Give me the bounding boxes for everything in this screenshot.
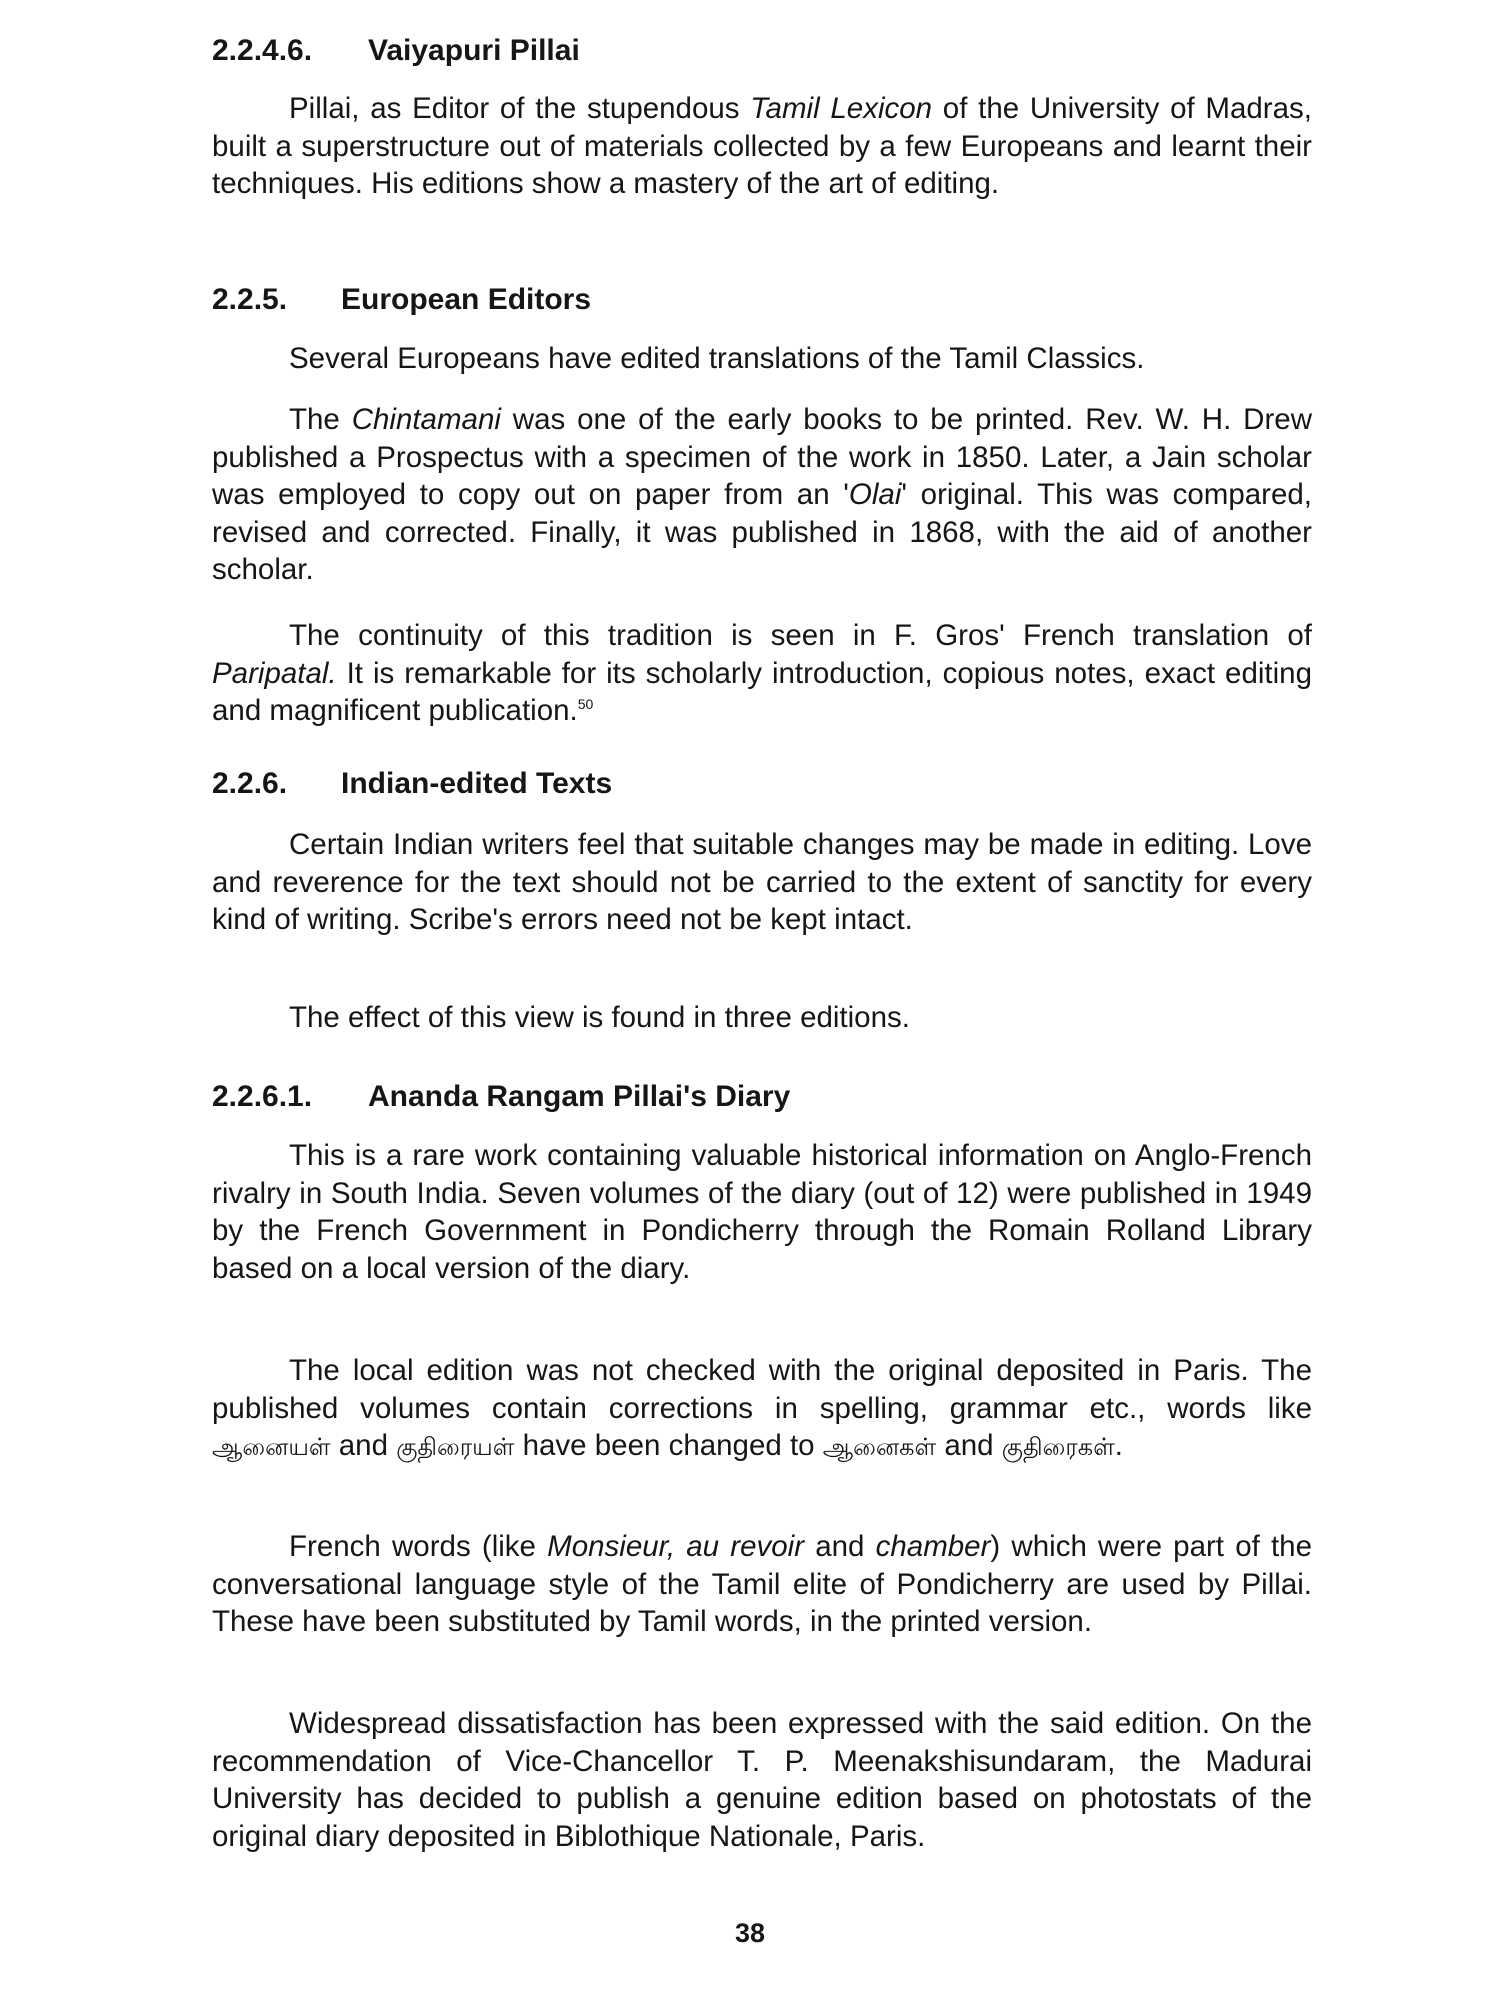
- paragraph: French words (like Monsieur, au revoir and chamber) which were part of the conversational language style of the Tamil elite of Pondicherry are used by Pillai. These have been substituted by Tamil words, in the printed version.: [212, 1530, 1312, 1638]
- footnote-marker: 50: [577, 696, 594, 713]
- section-title: Ananda Rangam Pillai's Diary: [368, 1080, 791, 1113]
- italic-term: Olai: [848, 478, 902, 511]
- italic-term: chamber: [875, 1530, 991, 1563]
- section-number: 2.2.5.: [212, 283, 288, 316]
- italic-title: Tamil Lexicon: [750, 92, 933, 125]
- section-number: 2.2.6.: [212, 767, 288, 800]
- italic-title: Chintamani: [351, 403, 501, 436]
- tamil-word: ஆனைகள்: [822, 1434, 937, 1461]
- tamil-word: குதிரைகள்: [1001, 1434, 1115, 1461]
- paragraph: The effect of this view is found in three editions.: [289, 1001, 910, 1034]
- section-number: 2.2.4.6.: [212, 34, 313, 67]
- section-title: European Editors: [341, 283, 592, 316]
- paragraph: The local edition was not checked with the original deposited in Paris. The published volumes contain corrections in spelling, grammar etc., words like ஆனையள் and குதிரையள் have been changed to ஆனைகள் and குதிரைகள்.: [212, 1354, 1312, 1462]
- section-heading-2-2-6-1: [212, 1080, 790, 1114]
- paragraph: Certain Indian writers feel that suitable changes may be made in editing. Love and reverence for the text should not be carried to the extent of sanctity for every kind of writing. Scribe's errors need not be kept intact.: [212, 828, 1312, 936]
- tamil-word: குதிரையள்: [396, 1434, 515, 1461]
- paragraph: This is a rare work containing valuable historical information on Anglo-French rivalry in South India. Seven volumes of the diary (out of 12) were published in 1949 by the French Government in Pondicherry through the Romain Rolland Library based on a local version of the diary.: [212, 1139, 1312, 1285]
- paragraph: Pillai, as Editor of the stupendous Tamil Lexicon of the University of Madras, built a superstructure out of materials collected by a few Europeans and learnt their techniques. His editions show a mastery of the art of editing.: [212, 92, 1312, 200]
- paragraph: The continuity of this tradition is seen in F. Gros' French translation of Paripatal. It is remarkable for its scholarly introduction, copious notes, exact editing and magnificent publication.$^{50}$: [212, 619, 1312, 727]
- section-title: Vaiyapuri Pillai: [368, 34, 580, 67]
- section-title: Indian-edited Texts: [341, 767, 613, 800]
- paragraph: Widespread dissatisfaction has been expressed with the said edition. On the recommendation of Vice-Chancellor T. P. Meenakshisundaram, the Madurai University has decided to publish a genuine edition based on photostats of the original diary deposited in Biblothique Nationale, Paris.: [212, 1707, 1312, 1853]
- paragraph: Several Europeans have edited translations of the Tamil Classics.: [289, 342, 1145, 375]
- section-heading-2-2-4-6: [212, 34, 580, 68]
- italic-term: Monsieur, au revoir: [547, 1530, 805, 1563]
- page-number: 38: [734, 1918, 766, 1948]
- section-number: 2.2.6.1.: [212, 1080, 313, 1113]
- tamil-word: ஆனையள்: [212, 1434, 331, 1461]
- section-heading-2-2-6: [212, 767, 612, 801]
- section-heading-2-2-5: [212, 283, 591, 317]
- italic-title: Paripatal.: [212, 656, 337, 690]
- paragraph: The Chintamani was one of the early books to be printed. Rev. W. H. Drew published a Prospectus with a specimen of the work in 1850. Later, a Jain scholar was employed to copy out on paper from an 'Olai' original. This was compared, revised and corrected. Finally, it was published in 1868, with the aid of another scholar.: [212, 403, 1312, 586]
